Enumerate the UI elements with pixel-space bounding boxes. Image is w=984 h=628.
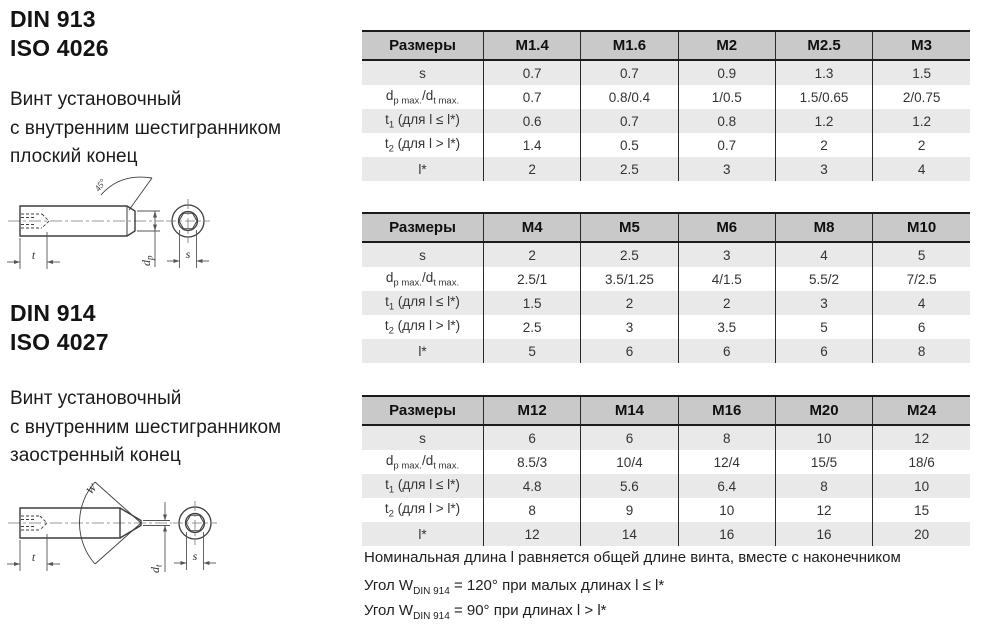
t-rest: (для l > l*) [393, 500, 461, 516]
standard-heading-din914 [10, 299, 109, 357]
dim-value-cell: 0.7 [484, 85, 581, 109]
table-row [362, 157, 970, 181]
row-label-d [362, 85, 484, 109]
dim-value-cell: 2 [484, 242, 581, 267]
table-row [362, 315, 970, 339]
dim-value-cell: 2.5 [484, 315, 581, 339]
note-angle-subscript: DIN 914 [413, 586, 450, 597]
table-corner-label: Размеры [362, 396, 484, 425]
dim-value-cell: 2/0.75 [873, 85, 970, 109]
dim-value-cell: 1.5 [873, 60, 970, 85]
dimension-table-small-sizes [362, 30, 970, 181]
drawing-cone-point-screw [2, 470, 247, 595]
dim-value-cell: 10/4 [581, 450, 678, 474]
table-row [362, 109, 970, 133]
dim-value-cell: 10 [678, 498, 775, 522]
dim-value-cell: 16 [775, 522, 872, 546]
row-label-s: s [419, 247, 426, 263]
note-angle-subscript: DIN 914 [413, 611, 450, 622]
dim-value-cell: 5 [484, 339, 581, 363]
note-angle-prefix: Угол W [364, 602, 414, 619]
dim-value-cell: 10 [873, 474, 970, 498]
dim-value-cell: 12/4 [678, 450, 775, 474]
iso-number: ISO 4027 [10, 329, 109, 355]
d-main: d [385, 87, 394, 103]
t-rest: (для l > l*) [393, 317, 461, 333]
dim-value-cell: 15/5 [775, 450, 872, 474]
row-label-t1 [362, 109, 484, 133]
dim-value-cell: 3.5/1.25 [581, 267, 678, 291]
dim-value-cell: 6 [775, 339, 872, 363]
d-sub: t max. [433, 277, 460, 289]
dim-value-cell: 1.5/0.65 [775, 85, 872, 109]
dim-value-cell: 15 [873, 498, 970, 522]
description-line: плоский конец [10, 146, 138, 167]
size-header: M20 [775, 396, 872, 425]
chamfer-angle-label: 45° [92, 177, 108, 194]
s-dim-label: s [192, 549, 198, 563]
t-sub: 2 [388, 508, 394, 520]
note-angle-rest: = 120° при малых длинах l ≤ l* [449, 577, 665, 594]
table-header-row [362, 396, 970, 425]
d-sep: / [421, 452, 426, 468]
row-label-d [362, 450, 484, 474]
dim-value-cell: 2 [873, 133, 970, 157]
standard-heading-din913 [10, 5, 109, 63]
dim-value-cell: 0.7 [581, 60, 678, 85]
t-main: t [384, 500, 389, 516]
d-main: d [425, 452, 434, 468]
t-main: t [385, 293, 389, 309]
table-row [362, 498, 970, 522]
dim-value-cell: 7/2.5 [873, 267, 970, 291]
dim-value-cell: 0.7 [484, 60, 581, 85]
dim-value-cell: 12 [873, 425, 970, 450]
description-din913 [10, 86, 281, 172]
d-sub: p max. [393, 460, 422, 472]
dim-value-cell: 1/0.5 [678, 85, 775, 109]
size-header: M8 [775, 213, 872, 242]
dim-value-cell: 4 [873, 157, 970, 181]
dim-value-cell: 8.5/3 [484, 450, 581, 474]
d-sub: p max. [393, 277, 422, 289]
size-header: M5 [581, 213, 678, 242]
size-header: M1.6 [581, 31, 678, 60]
row-label-l: l* [418, 343, 427, 359]
dim-value-cell: 20 [873, 522, 970, 546]
dim-value-cell: 18/6 [873, 450, 970, 474]
dim-value-cell: 8 [678, 425, 775, 450]
drawing-flat-point-screw [2, 170, 237, 288]
dim-value-cell: 5 [873, 242, 970, 267]
dimension-table-medium-sizes [362, 212, 970, 363]
dim-value-cell: 12 [775, 498, 872, 522]
dim-value-cell: 1.4 [484, 133, 581, 157]
table-row [362, 474, 970, 498]
size-header: M2 [678, 31, 775, 60]
dim-value-cell: 0.8 [678, 109, 775, 133]
din-number: DIN 913 [10, 6, 96, 32]
d-sub: t max. [433, 460, 460, 472]
row-label-t1 [362, 291, 484, 315]
t-sub: 1 [388, 484, 395, 496]
dim-value-cell: 4/1.5 [678, 267, 775, 291]
table-corner-label: Размеры [362, 213, 484, 242]
t-sub: 1 [388, 119, 395, 131]
iso-number: ISO 4026 [10, 35, 109, 61]
table-row [362, 60, 970, 85]
dim-value-cell: 6 [581, 339, 678, 363]
dim-value-cell: 10 [775, 425, 872, 450]
note-angle-90 [364, 602, 607, 622]
dim-value-cell: 3 [678, 157, 775, 181]
table-row [362, 339, 970, 363]
dim-value-cell: 2 [775, 133, 872, 157]
row-label-l: l* [418, 161, 427, 177]
description-din914 [10, 385, 281, 471]
row-label-t1 [362, 474, 484, 498]
row-label-s: s [419, 65, 426, 81]
t-main: t [385, 111, 389, 127]
row-label-l: l* [418, 526, 427, 542]
d-main: d [385, 452, 394, 468]
row-label-t2 [362, 133, 484, 157]
t-main: t [384, 135, 389, 151]
size-header: M16 [678, 396, 775, 425]
dim-value-cell: 1.5 [484, 291, 581, 315]
t-dim-label: t [31, 248, 36, 262]
dim-value-cell: 6 [581, 425, 678, 450]
size-header: M1.4 [484, 31, 581, 60]
row-label-s: s [419, 430, 426, 446]
t-rest: (для l ≤ l*) [394, 476, 460, 492]
d-sep: / [421, 269, 426, 285]
dim-value-cell: 16 [678, 522, 775, 546]
size-header: M10 [873, 213, 970, 242]
dim-value-cell: 4 [873, 291, 970, 315]
size-header: M2.5 [775, 31, 872, 60]
dim-value-cell: 14 [581, 522, 678, 546]
row-label-d [362, 267, 484, 291]
dim-value-cell: 8 [775, 474, 872, 498]
dim-value-cell: 6.4 [678, 474, 775, 498]
t-sub: 1 [388, 301, 395, 313]
row-label-t2 [362, 315, 484, 339]
dp-dim-label: $d_p$ [139, 255, 155, 266]
table-row [362, 133, 970, 157]
dim-value-cell: 9 [581, 498, 678, 522]
dt-dimension [143, 502, 170, 572]
din-number: DIN 914 [10, 300, 96, 326]
dim-value-cell: 2.5 [581, 242, 678, 267]
d-main: d [425, 269, 434, 285]
d-sep: / [421, 87, 426, 103]
t-rest: (для l ≤ l*) [394, 293, 460, 309]
d-sub: p max. [393, 95, 422, 107]
dim-value-cell: 6 [484, 425, 581, 450]
note-nominal-length: Номинальная длина l равняется общей длине винта, вместе с наконечником [364, 549, 901, 566]
dim-value-cell: 3 [581, 315, 678, 339]
dim-value-cell: 0.5 [581, 133, 678, 157]
note-angle-prefix: Угол W [364, 577, 414, 594]
s-dim-label: s [185, 247, 191, 261]
table-row [362, 522, 970, 546]
t-sub: 2 [388, 143, 394, 155]
dim-value-cell: 2 [678, 291, 775, 315]
dim-value-cell: 0.9 [678, 60, 775, 85]
t-main: t [384, 317, 389, 333]
dim-value-cell: 2.5/1 [484, 267, 581, 291]
table-corner-label: Размеры [362, 31, 484, 60]
size-header: M6 [678, 213, 775, 242]
table-row [362, 85, 970, 109]
dim-value-cell: 2 [581, 291, 678, 315]
table-header-row [362, 213, 970, 242]
table-row [362, 242, 970, 267]
dim-value-cell: 6 [678, 339, 775, 363]
dim-value-cell: 4 [775, 242, 872, 267]
dim-value-cell: 3 [678, 242, 775, 267]
note-angle-rest: = 90° при длинах l > l* [449, 602, 607, 619]
description-line: с внутренним шестигранником [10, 117, 282, 139]
dim-value-cell: 6 [873, 315, 970, 339]
dt-dim-label: $d_t$ [148, 564, 164, 573]
dim-value-cell: 4.8 [484, 474, 581, 498]
dim-value-cell: 5 [775, 315, 872, 339]
size-header: M14 [581, 396, 678, 425]
t-sub: 2 [388, 325, 394, 337]
dim-value-cell: 0.7 [581, 109, 678, 133]
dim-value-cell: 0.8/0.4 [581, 85, 678, 109]
d-sub: t max. [433, 95, 460, 107]
dim-value-cell: 0.6 [484, 109, 581, 133]
table-header-row [362, 31, 970, 60]
d-main: d [385, 269, 394, 285]
dim-value-cell: 5.6 [581, 474, 678, 498]
d-main: d [425, 87, 434, 103]
dim-value-cell: 2.5 [581, 157, 678, 181]
description-line: Винт установочный [10, 89, 182, 110]
dim-value-cell: 1.2 [873, 109, 970, 133]
dim-value-cell: 2 [484, 157, 581, 181]
dimension-table-large-sizes [362, 395, 970, 546]
size-header: M3 [873, 31, 970, 60]
row-label-t2 [362, 498, 484, 522]
t-rest: (для l ≤ l*) [394, 111, 460, 127]
chamfer-callout [101, 177, 152, 210]
description-line: заостренный конец [10, 445, 181, 466]
dim-value-cell: 3.5 [678, 315, 775, 339]
size-header: M4 [484, 213, 581, 242]
dim-value-cell: 1.3 [775, 60, 872, 85]
table-row [362, 425, 970, 450]
dim-value-cell: 0.7 [678, 133, 775, 157]
table-row [362, 267, 970, 291]
note-angle-120 [364, 577, 664, 597]
dim-value-cell: 8 [484, 498, 581, 522]
description-line: с внутренним шестигранником [10, 416, 282, 438]
dim-value-cell: 1.2 [775, 109, 872, 133]
dim-value-cell: 3 [775, 157, 872, 181]
dim-value-cell: 8 [873, 339, 970, 363]
dim-value-cell: 12 [484, 522, 581, 546]
w-angle-label: W [84, 482, 100, 498]
description-line: Винт установочный [10, 388, 182, 409]
size-header: M24 [873, 396, 970, 425]
table-row [362, 291, 970, 315]
dim-value-cell: 3 [775, 291, 872, 315]
t-dim-label: t [31, 550, 36, 564]
size-header: M12 [484, 396, 581, 425]
t-main: t [385, 476, 389, 492]
table-row [362, 450, 970, 474]
dim-value-cell: 5.5/2 [775, 267, 872, 291]
t-rest: (для l > l*) [393, 135, 461, 151]
